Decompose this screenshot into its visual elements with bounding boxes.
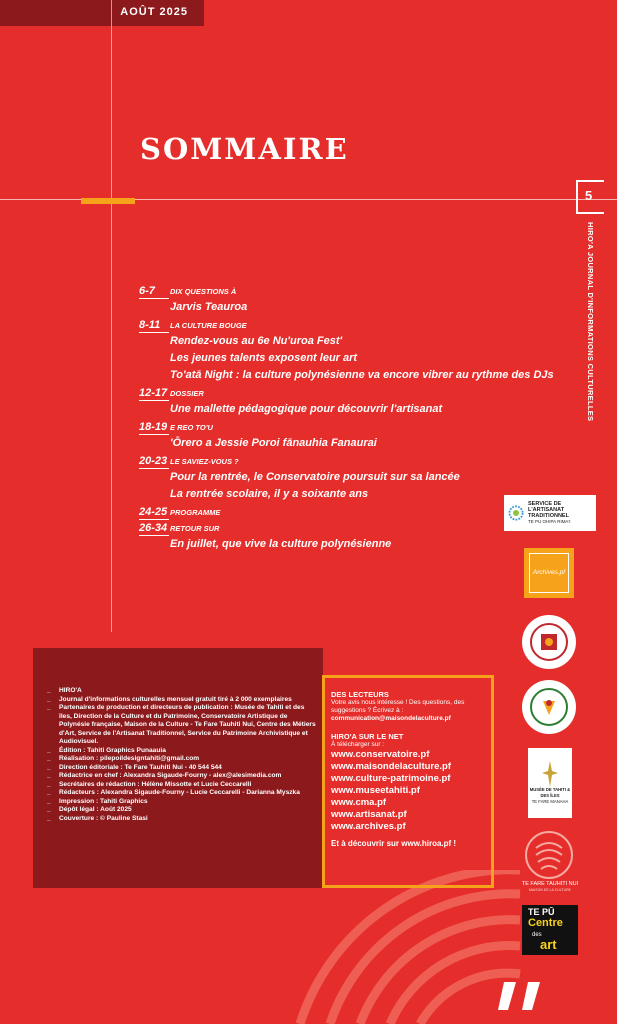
credit-line	[47, 747, 319, 756]
centre-logo-art: art	[540, 937, 557, 952]
centre-logo-des: des	[532, 932, 542, 938]
credits-box	[33, 648, 323, 888]
credit-line	[47, 772, 319, 781]
toc-item: La rentrée scolaire, il y a soixante ans	[170, 488, 369, 500]
toc-section: RETOUR SUR	[170, 524, 220, 533]
credit-text: Édition : Tahiti Graphics Punaauia	[59, 746, 166, 754]
toc-entry	[0, 285, 560, 316]
toc-item: Rendez-vous au 6e Nu'uroa Fest'	[170, 335, 343, 347]
toc-pages: 20-23	[139, 455, 168, 467]
credit-text: Direction éditoriale : Te Fare Tauhiti Nui - 40 544 544	[59, 763, 222, 771]
credit-line	[47, 781, 319, 790]
credit-dash: _	[47, 704, 51, 711]
credit-line	[47, 806, 319, 815]
credit-line	[47, 755, 319, 764]
credit-text: Secrétaires de rédaction : Hélène Missotte et Lucie Ceccarelli	[59, 780, 252, 788]
musee-logo	[528, 748, 572, 818]
credit-dash: _	[47, 814, 51, 822]
readers-text: Votre avis nous intéresse ! Des questions, des suggestions ? Écrivez à :	[331, 699, 465, 714]
credit-dash: _	[47, 772, 51, 779]
toc-entry-header	[0, 506, 560, 520]
toc-entry-header	[0, 387, 560, 401]
centre-metiers-art-logo	[522, 905, 578, 955]
readers-title: DES LECTEURS	[331, 690, 389, 699]
credit-line	[47, 696, 319, 705]
musee-logo-sub: TE FARE MANAHA	[531, 799, 569, 804]
credit-dash: _	[47, 746, 51, 754]
artisanat-logo	[504, 495, 596, 531]
credit-text: Réalisation : pilepoildesigntahiti@gmail.com	[59, 755, 200, 762]
vertical-caption	[585, 222, 597, 422]
toc-entry	[0, 506, 560, 520]
website-link[interactable]: www.artisanat.pf	[331, 809, 407, 820]
toc-section: LA CULTURE BOUGE	[170, 321, 247, 330]
toc-section: DOSSIER	[170, 389, 204, 398]
toc-entry-header	[0, 455, 560, 469]
credit-text: Rédactrice en chef : Alexandra Sigaude-Fourny - alex@alesimedia.com	[59, 772, 282, 779]
conservatoire-logo	[522, 680, 576, 734]
credit-text: Couverture : © Pauline Stasi	[59, 814, 148, 822]
toc-item: En juillet, que vive la culture polynésienne	[170, 538, 392, 550]
credit-dash: _	[47, 695, 51, 703]
website-list	[331, 749, 491, 833]
quotation-mark-icon	[498, 982, 548, 1012]
toc-rule	[139, 535, 169, 536]
website-link[interactable]: www.museetahiti.pf	[331, 785, 420, 796]
accent-bar	[81, 198, 135, 204]
date-tab	[0, 0, 204, 26]
credit-line	[47, 704, 319, 747]
credit-dash: _	[47, 780, 51, 788]
vertical-caption-text: HIRO'A JOURNAL D'INFORMATIONS CULTURELLES	[586, 222, 595, 422]
seal-emblem-icon	[529, 622, 569, 662]
musee-emblem-icon	[542, 761, 558, 787]
tauhiti-logo-sub: MAISON DE LA CULTURE	[529, 888, 571, 892]
toc-entry-header	[0, 421, 560, 435]
credit-dash: _	[47, 755, 51, 762]
credit-text: Partenaires de production et directeurs de publication : Musée de Tahiti et des îles, Direction de la Culture et du Patrimoine, Conservatoire Artistique de Polynésie française, Maison de la Culture - Te Fare Tauhiti Nui, Centre des Métiers d'Art, Service de l'Artisanat Traditionnel, Service du Patrimoine Archivistique et Audiovisuel.	[59, 704, 316, 745]
toc-entry-header	[0, 319, 560, 333]
readers-final: Et à découvrir sur www.hiroa.pf !	[331, 839, 457, 848]
toc-section: DIX QUESTIONS À	[170, 287, 237, 296]
toc-pages: 26-34	[139, 522, 168, 534]
toc-entry	[0, 455, 560, 503]
net-text: À télécharger sur :	[331, 741, 385, 748]
readers-email[interactable]: communication@maisondelaculture.pf	[331, 715, 451, 722]
issue-date: AOÛT 2025	[120, 6, 188, 18]
toc-entry-header	[0, 522, 560, 536]
toc-rule	[139, 468, 169, 469]
circular-seal-logo	[522, 615, 576, 669]
musee-logo-text: MUSÉE DE TAHITI & DES ÎLES	[529, 787, 571, 798]
toc-pages: 24-25	[139, 506, 168, 518]
toc-item: To'atā Night : la culture polynésienne va encore vibrer au rythme des DJs	[170, 369, 554, 381]
credit-text: Impression : Tahiti Graphics	[59, 797, 148, 805]
website-link[interactable]: www.conservatoire.pf	[331, 749, 430, 760]
credit-dash: _	[47, 789, 51, 796]
toc-pages: 6-7	[139, 285, 155, 297]
centre-logo-top: TE PŪ	[528, 907, 555, 917]
website-link[interactable]: www.archives.pf	[331, 821, 406, 832]
credit-line	[47, 764, 319, 773]
page-number: 5	[585, 188, 593, 203]
archives-logo-text: Archives.pf	[532, 569, 566, 576]
toc-pages: 18-19	[139, 421, 168, 433]
toc-rule	[139, 519, 169, 520]
toc-section: E REO TO'U	[170, 423, 213, 432]
artisanat-logo-sub: TE PU OHIPA RIMA'I	[528, 519, 571, 524]
credit-line	[47, 687, 319, 696]
toc-pages: 8-11	[139, 319, 161, 331]
credit-dash: _	[47, 763, 51, 771]
toc-rule	[139, 434, 169, 435]
toc-rule	[139, 332, 169, 333]
tauhiti-logo-text: TE FARE TAUHITI NUI	[521, 881, 579, 887]
toc-pages: 12-17	[139, 387, 168, 399]
credit-line	[47, 789, 319, 798]
archives-logo	[524, 548, 574, 598]
toc-item: Pour la rentrée, le Conservatoire poursuit sur sa lancée	[170, 471, 460, 483]
table-of-contents	[0, 285, 560, 556]
artisanat-emblem-icon	[507, 498, 525, 528]
credit-dash: _	[47, 687, 51, 694]
toc-item: Les jeunes talents exposent leur art	[170, 352, 358, 364]
toc-item: Une mallette pédagogique pour découvrir l'artisanat	[170, 403, 443, 415]
conservatoire-emblem-icon	[529, 687, 569, 727]
credit-text: HIRO'A	[59, 687, 82, 694]
credit-text: Rédacteurs : Alexandra Sigaude-Fourny - Lucie Ceccarelli - Darianna Myszka	[59, 789, 300, 796]
readers-box	[322, 675, 494, 888]
credit-dash: _	[47, 806, 51, 813]
credit-line	[47, 815, 319, 824]
website-link[interactable]: www.maisondelaculture.pf	[331, 761, 452, 772]
credit-text: Journal d'informations culturelles mensuel gratuit tiré à 2 000 exemplaires	[59, 695, 292, 703]
credits-list	[47, 687, 319, 823]
toc-entry	[0, 319, 560, 384]
artisanat-logo-text: SERVICE DE L'ARTISANAT TRADITIONNEL	[528, 501, 569, 519]
net-title: HIRO'A SUR LE NET	[331, 732, 404, 741]
credit-line	[47, 798, 319, 807]
website-link[interactable]: www.cma.pf	[331, 797, 387, 808]
centre-logo-word: Centre	[528, 917, 563, 929]
toc-entry-header	[0, 285, 560, 299]
toc-entry	[0, 421, 560, 452]
website-link[interactable]: www.culture-patrimoine.pf	[331, 773, 451, 784]
toc-rule	[139, 298, 169, 299]
tauhiti-emblem-icon	[524, 830, 574, 880]
toc-item: 'Ōrero a Jessie Poroi fānauhia Fanaurai	[170, 437, 377, 449]
toc-rule	[139, 400, 169, 401]
page-number-box	[576, 180, 604, 214]
page-title: SOMMAIRE	[140, 132, 349, 166]
toc-entry	[0, 522, 560, 553]
credit-text: Dépôt légal : Août 2025	[59, 806, 132, 813]
toc-section: LE SAVIEZ-VOUS ?	[170, 457, 239, 466]
credit-dash: _	[47, 797, 51, 805]
toc-entry	[0, 387, 560, 418]
toc-item: Jarvis Teauroa	[170, 301, 248, 313]
toc-section: PROGRAMME	[170, 508, 221, 517]
